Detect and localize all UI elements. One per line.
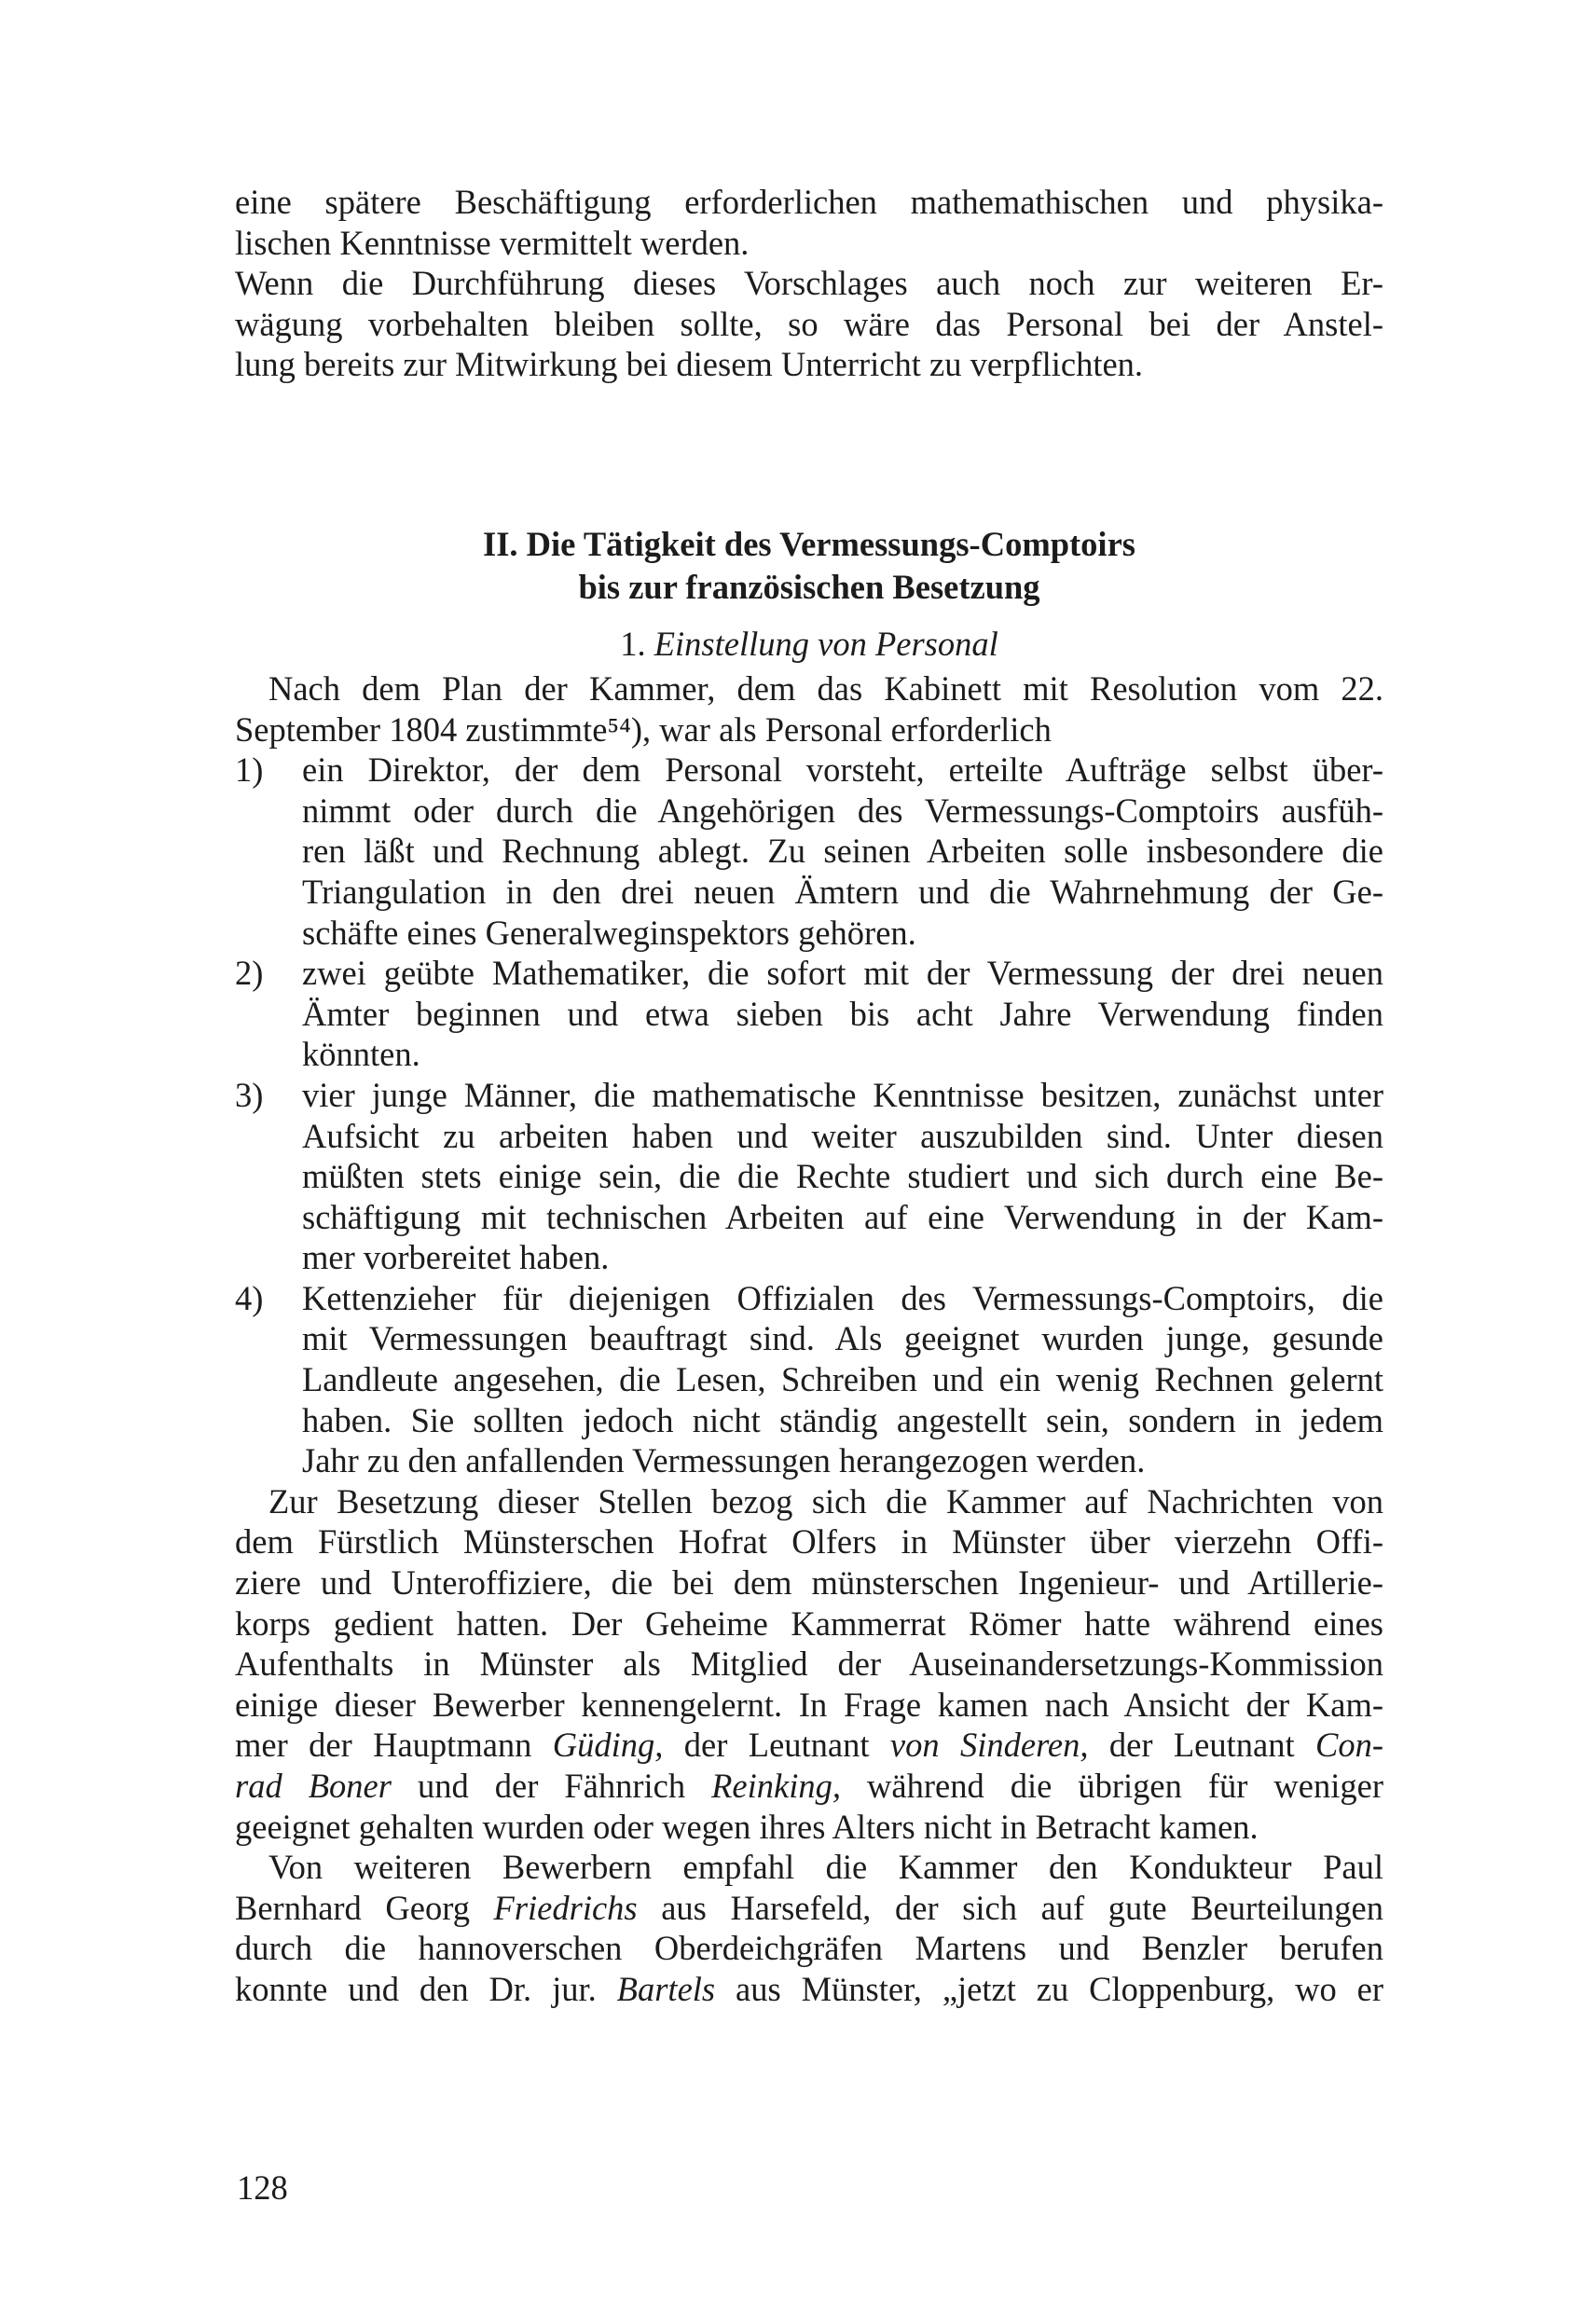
text-run: der Leutnant [663,1726,890,1765]
list-item-label: 4) [235,1278,264,1317]
person-name: von Sinderen, [889,1726,1089,1765]
text-line: ziere und Unteroffiziere, die bei dem münsterschen Ingenieur- und Artillerie- [235,1563,1383,1603]
subsection-heading [235,624,1383,665]
list-item [235,1075,1383,1278]
text-run: während die übrigen für weniger [841,1767,1383,1805]
text-line: einige dieser Bewerber kennengelernt. In Frage kamen nach Ansicht der Kam- [235,1685,1383,1724]
person-name: Reinking, [711,1767,841,1805]
text-line [235,1888,1383,1929]
list-item [235,953,1383,1075]
text-line: wägung vorbehalten bleiben sollte, so wäre das Personal bei der Anstel- [235,304,1383,343]
paragraph-wenn [235,263,1383,385]
text-line: mer vorbereitet haben. [302,1238,610,1277]
text-line: lischen Kenntnisse vermittelt werden. [235,223,750,262]
section-heading [235,523,1383,609]
text-line: Ämter beginnen und etwa sieben bis acht Jahre Verwendung finden [302,994,1383,1033]
text-run: aus Münster, „jetzt zu Cloppenburg, wo er [715,1969,1383,2008]
text-run: Bernhard Georg [235,1888,494,1927]
person-name: rad Boner [235,1767,392,1805]
text-line [235,1969,1383,2010]
person-name: Friedrichs [493,1888,638,1927]
page-number: 128 [237,2168,288,2207]
text-line: Wenn die Durchführung dieses Vorschlages auch noch zur weiteren Er- [235,264,1383,303]
text-line: zwei geübte Mathematiker, die sofort mit der Vermessung der drei neuen [302,954,1383,993]
person-name: Bartels [616,1969,716,2008]
text-line: könnten. [302,1035,420,1074]
text-line: ren läßt und Rechnung ablegt. Zu seinen Arbeiten solle insbesondere die [302,832,1383,871]
paragraph-bewerber [235,1847,1383,2009]
text-line: eine spätere Beschäftigung erforderlichen mathemathischen und physika- [235,183,1383,221]
text-line: schäfte eines Generalweginspektors gehören. [302,913,916,952]
text-line: geeignet gehalten wurden oder wegen ihres Alters nicht in Betracht kamen. [235,1807,1259,1846]
list-item-label: 2) [235,954,264,993]
list-item-label: 3) [235,1075,264,1114]
text-line: September 1804 zustimmte⁵⁴), war als Personal erforderlich [235,709,1052,749]
text-line: Jahr zu den anfallenden Vermessungen herangezogen werden. [302,1441,1146,1480]
subsection-title: Einstellung von Personal [654,624,998,663]
text-run: konnte und den Dr. jur. [235,1969,617,2008]
text-line: Kettenzieher für diejenigen Offizialen des Vermessungs-Comptoirs, die [302,1278,1383,1317]
text-line: Triangulation in den drei neuen Ämtern und die Wahrnehmung der Ge- [302,872,1383,911]
text-line: Aufenthalts in Münster als Mitglied der Auseinandersetzungs-Kommission [235,1645,1383,1684]
list-item [235,1278,1383,1481]
text-line: korps gedient hatten. Der Geheime Kammerrat Römer hatte während eines [235,1603,1383,1643]
text-line: haben. Sie sollten jedoch nicht ständig angestellt sein, sondern in jedem [302,1400,1383,1439]
enumerated-list [235,750,1383,1481]
text-line: dem Fürstlich Münsterschen Hofrat Olfers in Münster über vierzehn Offi- [235,1522,1383,1562]
person-name: Con- [1315,1726,1383,1765]
text-line: mit Vermessungen beauftragt sind. Als geeignet wurden junge, gesunde [302,1319,1383,1358]
text-line: Landleute angesehen, die Lesen, Schreiben und ein wenig Rechnen gelernt [302,1360,1383,1399]
text-line: müßten stets einige sein, die die Rechte studiert und sich durch eine Be- [302,1157,1383,1196]
text-run: mer der Hauptmann [235,1726,553,1765]
text-run: aus Harsefeld, der sich auf gute Beurteilungen [637,1888,1383,1927]
list-item [235,750,1383,953]
text-line: lung bereits zur Mitwirkung bei diesem Unterricht zu verpflichten. [235,345,1144,384]
text-line [235,1766,1383,1807]
text-run: und der Fähnrich [391,1767,712,1805]
text-line: ein Direktor, der dem Personal vorsteht, erteilte Aufträge selbst über- [302,750,1383,790]
section-heading-line: bis zur französischen Besetzung [578,567,1040,606]
text-line: Aufsicht zu arbeiten haben und weiter auszubilden sind. Unter diesen [302,1116,1383,1155]
intro-paragraph [235,668,1383,750]
page-body [235,182,1383,2010]
text-line: Von weiteren Bewerbern empfahl die Kammer den Kondukteur Paul [268,1848,1383,1887]
text-line: durch die hannoverschen Oberdeichgräfen Martens und Benzler berufen [235,1929,1383,1968]
text-line: Zur Besetzung dieser Stellen bezog sich die Kammer auf Nachrichten von [268,1481,1383,1521]
text-line: Nach dem Plan der Kammer, dem das Kabinett mit Resolution vom 22. [268,668,1383,708]
paragraph-besetzung [235,1481,1383,1847]
text-line [235,1725,1383,1766]
subsection-number: 1. [620,624,646,663]
opening-paragraph [235,182,1383,263]
text-line: schäftigung mit technischen Arbeiten auf eine Verwendung in der Kam- [302,1197,1383,1236]
section-heading-line: II. Die Tätigkeit des Vermessungs-Comptoirs [483,524,1135,563]
text-line: vier junge Männer, die mathematische Kenntnisse besitzen, zunächst unter [302,1075,1383,1114]
list-item-label: 1) [235,750,264,790]
text-line: nimmt oder durch die Angehörigen des Vermessungs-Comptoirs ausfüh- [302,791,1383,830]
person-name: Güding, [552,1726,664,1765]
text-run: der Leutnant [1088,1726,1315,1765]
